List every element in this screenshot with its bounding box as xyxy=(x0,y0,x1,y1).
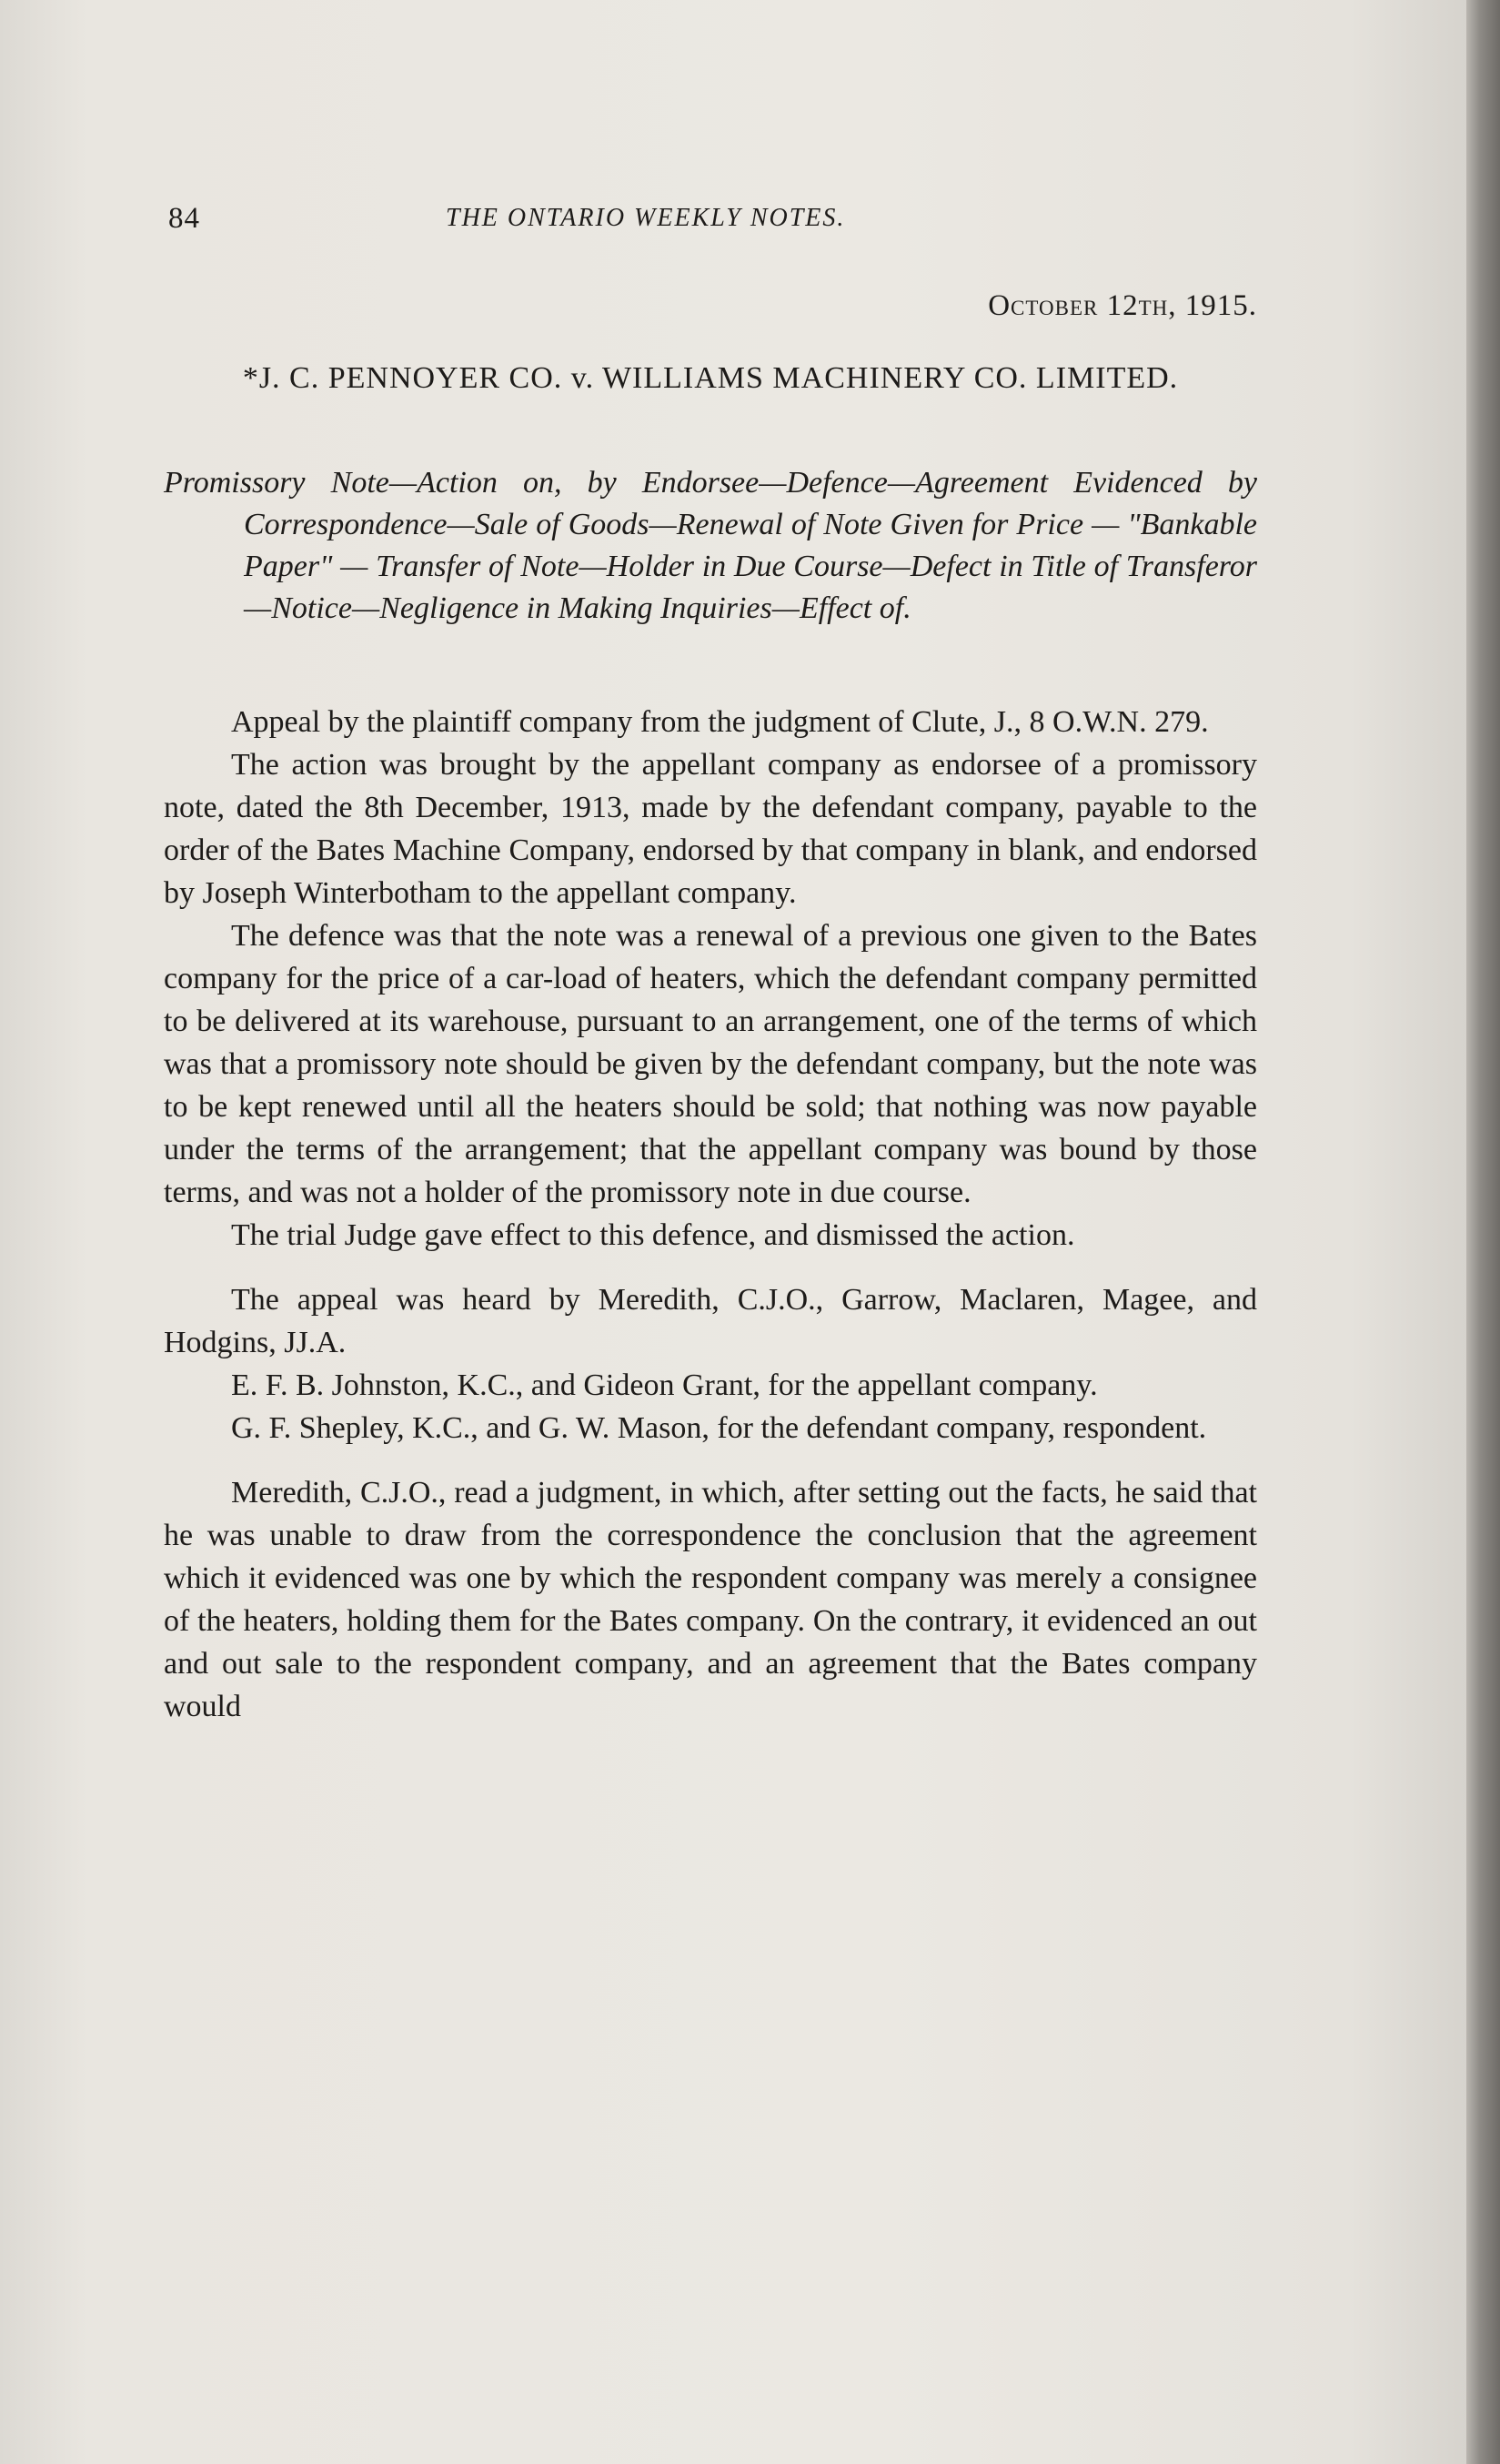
page-number: 84 xyxy=(168,202,200,235)
paragraph-appeal: Appeal by the plaintiff company from the judgment of Clute, J., 8 O.W.N. 279. xyxy=(231,705,1209,739)
decision-date: October 12th, 1915. xyxy=(988,289,1257,322)
case-title: *J. C. PENNOYER CO. v. WILLIAMS MACHINERY CO. LIMITED. xyxy=(242,361,1179,395)
paragraph-bench: The appeal was heard by Meredith, C.J.O., Garrow, Maclaren, Magee, and Hodgins, JJ.A. xyxy=(164,1283,1257,1359)
book-gutter xyxy=(1466,0,1500,2464)
paragraph-defence: The defence was that the note was a renewal of a previous one given to the Bates company for the price of a car-load of heaters, which the defendant company permitted to be delivered at its warehouse, pursuant to an arrangement, one of the terms of which was that a promissory note should be given by the defendant company, but the note was to be kept renewed until all the heaters should be sold; that nothing was now payable under the terms of the arrangement; that the appellant company was bound by those terms, and was not a holder of the promissory note in due course. xyxy=(164,919,1257,1209)
paragraph-judgment: Meredith, C.J.O., read a judgment, in which, after setting out the facts, he said that he was unable to draw from the correspondence the conclusion that the agreement which it evidenced was one by which the respondent company was merely a consignee of the heaters, holding them for the Bates company. On the contrary, it evidenced an out and out sale to the respondent company, and an agreement that the Bates company would xyxy=(164,1476,1257,1723)
page-header xyxy=(164,202,1257,247)
paragraph-counsel-respondent: G. F. Shepley, K.C., and G. W. Mason, for the defendant company, respondent. xyxy=(231,1411,1207,1445)
running-head: THE ONTARIO WEEKLY NOTES. xyxy=(446,204,846,232)
paragraph-trial: The trial Judge gave effect to this defence, and dismissed the action. xyxy=(231,1218,1075,1252)
headnote: Promissory Note—Action on, by Endorsee—Defence—Agreement Evidenced by Correspondence—Sale of Goods—Renewal of Note Given for Price — "Bankable Paper" — Transfer of Note—Holder in Due Course—Defect in Title of Transferor —Notice—Negligence in Making Inquiries—Effect of. xyxy=(164,466,1257,625)
paragraph-counsel-appellant: E. F. B. Johnston, K.C., and Gideon Grant, for the appellant company. xyxy=(231,1368,1098,1402)
paragraph-action: The action was brought by the appellant company as endorsee of a promissory note, dated the 8th December, 1913, made by the defendant company, payable to the order of the Bates Machine Company, endorsed by that company in blank, and endorsed by Joseph Winterbotham to the appellant company. xyxy=(164,748,1257,910)
report-body xyxy=(164,701,1257,1728)
